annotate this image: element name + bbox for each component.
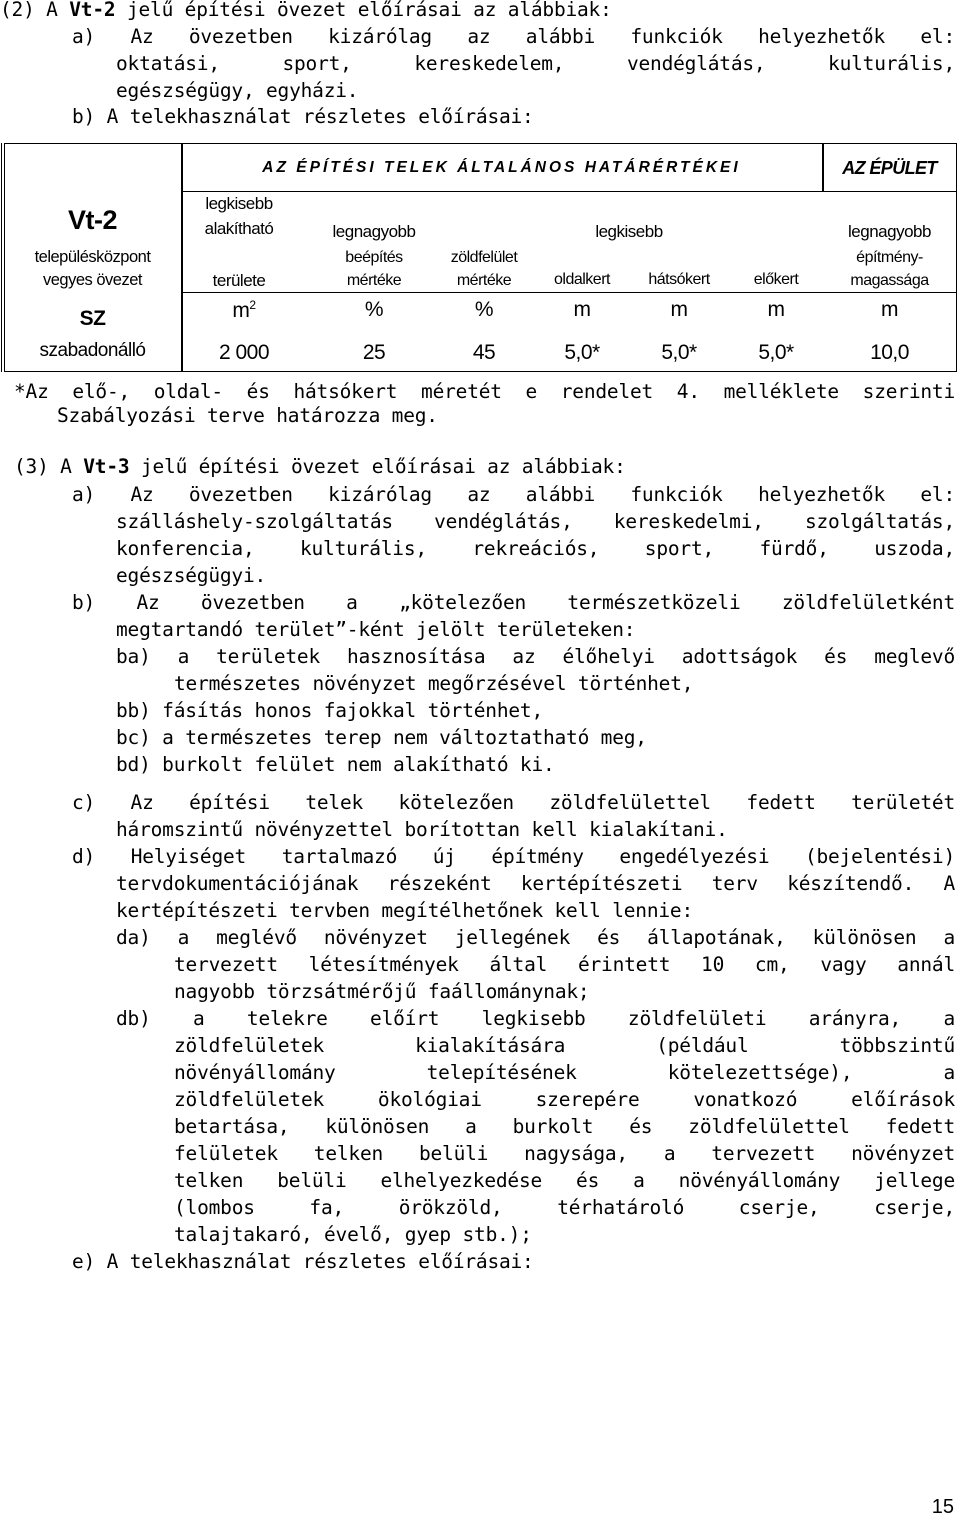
section-3-a-line: szálláshely-szolgáltatás vendéglátás, kereskedelmi, szolgáltatás, — [116, 510, 955, 533]
col-side: oldalkert — [554, 271, 610, 288]
value-back: 5,0* — [661, 341, 697, 364]
col-height: magassága — [850, 272, 929, 289]
col-area: területe — [212, 271, 266, 290]
section-3-bd-line: bd) burkolt felület nem alakítható ki. — [116, 753, 555, 776]
section-3-ba-line: ba) a területek hasznosítása az élőhelyi adottságok és meglevő — [116, 645, 955, 668]
zone-code: Vt-3 — [83, 455, 130, 478]
col-height: építmény- — [856, 249, 923, 266]
col-area: legkisebb — [205, 194, 273, 213]
unit-green: % — [474, 298, 494, 321]
section-3-c-line: c) Az építési telek kötelezően zöldfelülettel fedett területét — [72, 791, 955, 814]
value-side: 5,0* — [564, 341, 600, 364]
building-header: AZ ÉPÜLET — [842, 158, 937, 178]
section-3-da-line: tervezett létesítmények által érintett 10 cm, vagy annál — [174, 953, 955, 976]
col-green: mértéke — [456, 272, 512, 289]
section-3-ba-line: természetes növényzet megőrzésével történhet, — [174, 672, 694, 695]
table-outer-line — [1, 143, 2, 372]
value-built: 25 — [362, 341, 386, 364]
table-divider — [181, 292, 957, 293]
col-min: legkisebb — [595, 222, 663, 241]
section-3-b-line: b) Az övezetben a „kötelezően természetközeli zöldfelületként — [72, 591, 955, 614]
zone-name: vegyes övezet — [43, 271, 142, 289]
col-back: hátsókert — [648, 271, 710, 288]
section-3-c-line: háromszintű növényzettel borítottan kell kialakítani. — [116, 818, 728, 841]
col-built: mértéke — [346, 272, 402, 289]
lot-header: AZ ÉPÍTÉSI TELEK ÁLTALÁNOS HATÁRÉRTÉKEI — [262, 159, 741, 176]
zone-type: SZ — [79, 307, 106, 330]
unit-back: m — [670, 298, 688, 321]
col-built: beépítés — [345, 249, 403, 266]
col-max: legnagyobb — [332, 222, 416, 241]
value-green: 45 — [472, 341, 496, 364]
value-height: 10,0 — [870, 341, 909, 364]
section-3-bc-line: bc) a természetes terep nem változtatható meg, — [116, 726, 647, 749]
unit-front: m — [767, 298, 785, 321]
section-2-heading: (2) A Vt-2 jelű építési övezet előírásai az alábbiak: — [0, 0, 612, 21]
section-3-db-line: zöldfelületek kialakítására (például többszintű — [174, 1034, 955, 1057]
zone-name: településközpont — [34, 248, 151, 266]
footnote-line: Szabályozási terve határozza meg. — [57, 404, 438, 427]
section-3-a-line: a) Az övezetben kizárólag az alábbi funkciók helyezhetők el: — [72, 483, 955, 506]
zone-type-name: szabadonálló — [39, 340, 146, 361]
section-3-db-line: telken belüli elhelyezkedése és a növényállomány jellege — [174, 1169, 955, 1192]
page-number: 15 — [931, 1496, 954, 1518]
unit-side: m — [573, 298, 591, 321]
section-3-db-line: (lombos fa, örökzöld, térhatároló cserje, cserje, — [174, 1196, 955, 1219]
section-3-d-line: kertépítészeti tervben megítélhetőnek kell lennie: — [116, 899, 693, 922]
col-height: legnagyobb — [848, 222, 931, 241]
section-3-da-line: nagyobb törzsátmérőjű faállománynak; — [174, 980, 590, 1003]
value-front: 5,0* — [758, 341, 794, 364]
section-3-da-line: da) a meglévő növényzet jellegének és állapotának, különösen a — [116, 926, 955, 949]
section-2-b-line: b) A telekhasználat részletes előírásai: — [72, 105, 534, 128]
section-3-db-line: felületek telken belüli nagysága, a tervezett növényzet — [174, 1142, 955, 1165]
section-3-e-line: e) A telekhasználat részletes előírásai: — [72, 1250, 534, 1273]
section-3-db-line: zöldfelületek ökológiai szerepére vonatkozó előírások — [174, 1088, 955, 1111]
unit-height: m — [881, 298, 898, 321]
section-3-d-line: d) Helyiséget tartalmazó új építmény engedélyezési (bejelentési) — [72, 845, 955, 868]
table-divider — [181, 143, 183, 372]
section-3-db-line: talajtakaró, évelő, gyep stb.); — [174, 1223, 532, 1246]
section-3-db-line: db) a telekre előírt legkisebb zöldfelületi arányra, a — [116, 1007, 955, 1030]
section-3-b-line: megtartandó terület”-ként jelölt területeken: — [116, 618, 636, 641]
table-divider — [181, 191, 957, 192]
zone-code-cell: Vt-2 — [67, 205, 117, 235]
section-2-a-line: egészségügy, egyházi. — [116, 79, 359, 102]
footnote-line: *Az elő-, oldal- és hátsókert méretét e rendelet 4. melléklete szerinti — [14, 380, 955, 403]
unit-built: % — [364, 298, 384, 321]
col-front: előkert — [753, 271, 799, 288]
section-3-a-line: egészségügyi. — [116, 564, 267, 587]
section-3-heading: (3) A Vt-3 jelű építési övezet előírásai az alábbiak: — [14, 455, 626, 478]
section-3-db-line: betartása, különösen a burkolt és zöldfelülettel fedett — [174, 1115, 955, 1138]
col-area: alakítható — [204, 219, 274, 238]
section-2-a-line: a) Az övezetben kizárólag az alábbi funkciók helyezhetők el: — [72, 25, 955, 48]
zone-code: Vt-2 — [69, 0, 116, 21]
section-3-d-line: tervdokumentációjának részeként kertépítészeti terv készítendő. A — [116, 872, 955, 895]
section-3-db-line: növényállomány telepítésének kötelezettsége), a — [174, 1061, 955, 1084]
value-area: 2 000 — [218, 341, 270, 364]
section-2-a-line: oktatási, sport, kereskedelem, vendéglátás, kulturális, — [116, 52, 955, 75]
col-green: zöldfelület — [450, 249, 518, 266]
zone-regulation-table — [4, 143, 957, 372]
unit-area: $m^2$ — [232, 298, 256, 322]
section-3-bb-line: bb) fásítás honos fajokkal történhet, — [116, 699, 543, 722]
section-3-a-line: konferencia, kulturális, rekreációs, sport, fürdő, uszoda, — [116, 537, 955, 560]
